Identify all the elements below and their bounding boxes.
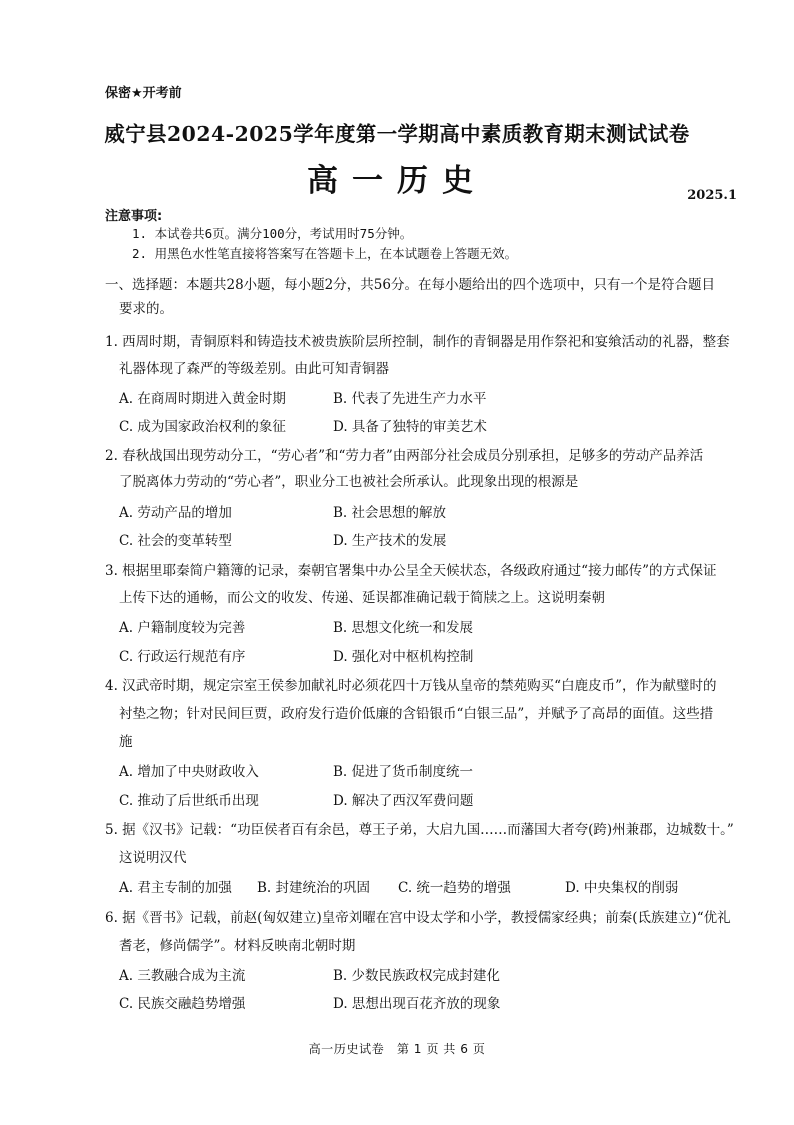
question-2-line: 了脱离体力劳动的“劳心者”，职业分工也被社会所承认。此现象出现的根源是	[119, 474, 579, 490]
question-1-option-b: B. 代表了先进生产力水平	[333, 391, 487, 407]
question-6-line: 耆老，修尚儒学”。材料反映南北朝时期	[119, 938, 356, 954]
question-6-option-b: B. 少数民族政权完成封建化	[333, 968, 501, 984]
question-1-line: 礼器体现了森严的等级差别。由此可知青铜器	[119, 361, 389, 377]
subject-title: 高一历史	[306, 163, 488, 199]
question-4-option-c: C. 推动了后世纸币出现	[119, 793, 259, 809]
question-6-line: 6. 据《晋书》记载，前赵(匈奴建立)皇帝刘曜在宫中设太学和小学，教授儒家经典；前秦(氐族建立)“优礼	[105, 910, 731, 926]
question-3-option-a: A. 户籍制度较为完善	[119, 620, 246, 636]
question-1-line: 1. 西周时期，青铜原料和铸造技术被贵族阶层所控制，制作的青铜器是用作祭祀和宴飨活动的礼器，整套	[105, 334, 730, 350]
question-4-option-d: D. 解决了西汉军费问题	[333, 793, 474, 809]
question-2-option-b: B. 社会思想的解放	[333, 505, 447, 521]
question-2-line: 2. 春秋战国出现劳动分工，“劳心者”和“劳力者”由两部分社会成员分别承担，足够多的劳动产品养活	[105, 448, 704, 464]
question-5-option-a: A. 君主专制的加强	[119, 880, 232, 896]
question-5-option-c: C. 统一趋势的增强	[398, 880, 511, 896]
question-6-option-a: A. 三教融合成为主流	[119, 968, 246, 984]
exam-date: 2025.1	[687, 188, 737, 203]
section-heading-cont: 要求的。	[119, 301, 173, 317]
question-4-option-b: B. 促进了货币制度统一	[333, 764, 474, 780]
notice-item: 2. 用黑色水性笔直接将答案写在答题卡上，在本试题卷上答题无效。	[132, 246, 518, 261]
section-heading: 一、选择题：本题共28小题，每小题2分，共56分。在每小题给出的四个选项中，只有一个是符合题目	[105, 277, 715, 293]
question-3-option-c: C. 行政运行规范有序	[119, 649, 246, 665]
question-1-option-c: C. 成为国家政治权利的象征	[119, 419, 286, 435]
question-4-line: 衬垫之物；针对民间巨贾，政府发行造价低廉的含铅银币“白银三品”，并赋予了高昂的面值。这些措	[119, 706, 714, 722]
question-3-line: 上传下达的通畅，而公文的收发、传递、延误都准确记载于简牍之上。这说明秦朝	[119, 590, 605, 606]
question-5-line: 这说明汉代	[119, 850, 187, 866]
question-4-line: 施	[119, 734, 133, 750]
question-6-option-d: D. 思想出现百花齐放的现象	[333, 996, 501, 1012]
notice-heading: 注意事项:	[105, 209, 163, 224]
question-6-option-c: C. 民族交融趋势增强	[119, 996, 246, 1012]
question-4-option-a: A. 增加了中央财政收入	[119, 764, 259, 780]
question-3-option-d: D. 强化对中枢机构控制	[333, 649, 474, 665]
question-4-line: 4. 汉武帝时期，规定宗室王侯参加献礼时必须花四十万钱从皇帝的禁苑购买“白鹿皮币”，作为献璧时的	[105, 678, 717, 694]
page-footer: 高一历史试卷 第 1 页 共 6 页	[308, 1042, 486, 1056]
question-5-option-b: B. 封建统治的巩固	[257, 880, 371, 896]
question-1-option-a: A. 在商周时期进入黄金时期	[119, 391, 286, 407]
question-2-option-a: A. 劳动产品的增加	[119, 505, 232, 521]
question-5-option-d: D. 中央集权的削弱	[565, 880, 679, 896]
confidential-mark: 保密★开考前	[105, 86, 182, 101]
question-2-option-d: D. 生产技术的发展	[333, 533, 447, 549]
question-3-line: 3. 根据里耶秦简户籍簿的记录，秦朝官署集中办公呈全天候状态，各级政府通过“接力邮传”的方式保证	[105, 563, 717, 579]
notice-item: 1. 本试卷共6页。满分100分，考试用时75分钟。	[132, 226, 413, 241]
question-2-option-c: C. 社会的变革转型	[119, 533, 232, 549]
exam-title: 威宁县2024-2025学年度第一学期高中素质教育期末测试试卷	[104, 122, 690, 146]
question-1-option-d: D. 具备了独特的审美艺术	[333, 419, 487, 435]
question-3-option-b: B. 思想文化统一和发展	[333, 620, 474, 636]
question-5-line: 5. 据《汉书》记载：“功臣侯者百有余邑，尊王子弟，大启九国……而藩国大者夸(跨)州兼郡，边城数十。”	[105, 822, 734, 838]
